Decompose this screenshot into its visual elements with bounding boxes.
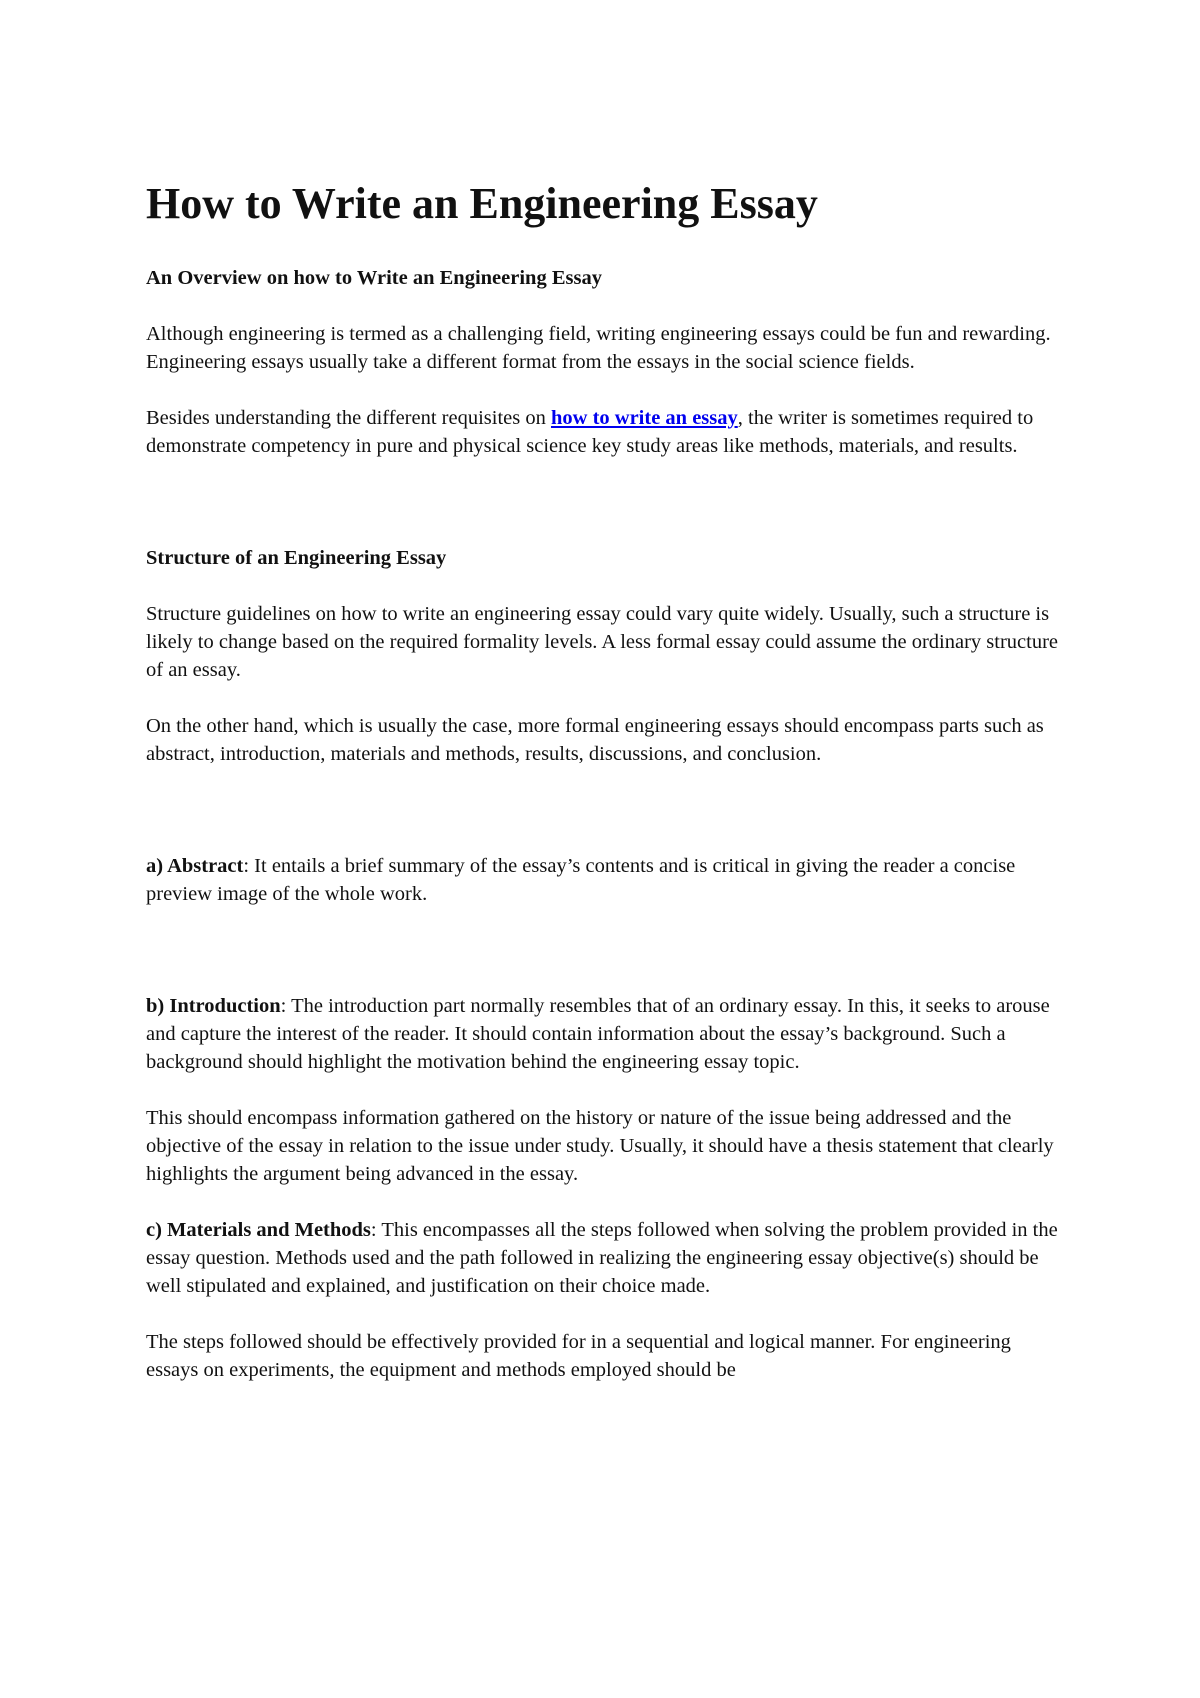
materials-methods-term: c) Materials and Methods <box>146 1219 371 1241</box>
abstract-term: a) Abstract <box>146 855 244 877</box>
paragraph-introduction <box>146 992 1066 1076</box>
overview-heading: An Overview on how to Write an Engineering Essay <box>146 267 602 289</box>
paragraph-materials-methods <box>146 1216 1066 1300</box>
materials-methods-text: : This encompasses all the steps followed when solving the problem provided in the essay question. Methods used and the path followed in realizing the engineering essay objective(s) should be well stipulated and explained, and justification on their choice made. <box>146 1219 1058 1297</box>
paragraph-thesis: This should encompass information gathered on the history or nature of the issue being addressed and the objective of the essay in relation to the issue under study. Usually, it should have a thesis statement that clearly highlights the argument being advanced in the essay. <box>146 1107 1054 1185</box>
introduction-text: : The introduction part normally resembles that of an ordinary essay. In this, it seeks to arouse and capture the interest of the reader. It should contain information about the essay’s background. Such a background should highlight the motivation behind the engineering essay topic. <box>146 995 1050 1073</box>
paragraph-text: , the writer is sometimes required to demonstrate competency in pure and physical science key study areas like methods, materials, and results. <box>146 407 1034 457</box>
document-body <box>146 178 1066 1384</box>
paragraph-text: Besides understanding the different requisites on <box>146 407 551 429</box>
paragraph-formal-parts: On the other hand, which is usually the case, more formal engineering essays should encompass parts such as abstract, introduction, materials and methods, results, discussions, and conclusion. <box>146 715 1044 765</box>
how-to-write-essay-link[interactable]: how to write an essay <box>550 407 738 429</box>
paragraph-requisites <box>146 404 1066 460</box>
introduction-term: b) Introduction <box>146 995 281 1017</box>
paragraph-intro: Although engineering is termed as a challenging field, writing engineering essays could be fun and rewarding. Engineering essays usually take a different format from the essays in the social science fields. <box>146 323 1051 373</box>
paragraph-abstract <box>146 852 1066 908</box>
structure-heading: Structure of an Engineering Essay <box>146 547 447 569</box>
document-title: How to Write an Engineering Essay <box>146 179 818 228</box>
abstract-text: : It entails a brief summary of the essay’s contents and is critical in giving the reader a concise preview image of the whole work. <box>146 855 1016 905</box>
paragraph-structure-guidelines: Structure guidelines on how to write an engineering essay could vary quite widely. Usually, such a structure is likely to change based on the required formality levels. A less formal essay could assume the ordinary structure of an essay. <box>146 603 1058 681</box>
paragraph-steps: The steps followed should be effectively provided for in a sequential and logical manner. For engineering essays on experiments, the equipment and methods employed should be <box>146 1331 1011 1381</box>
